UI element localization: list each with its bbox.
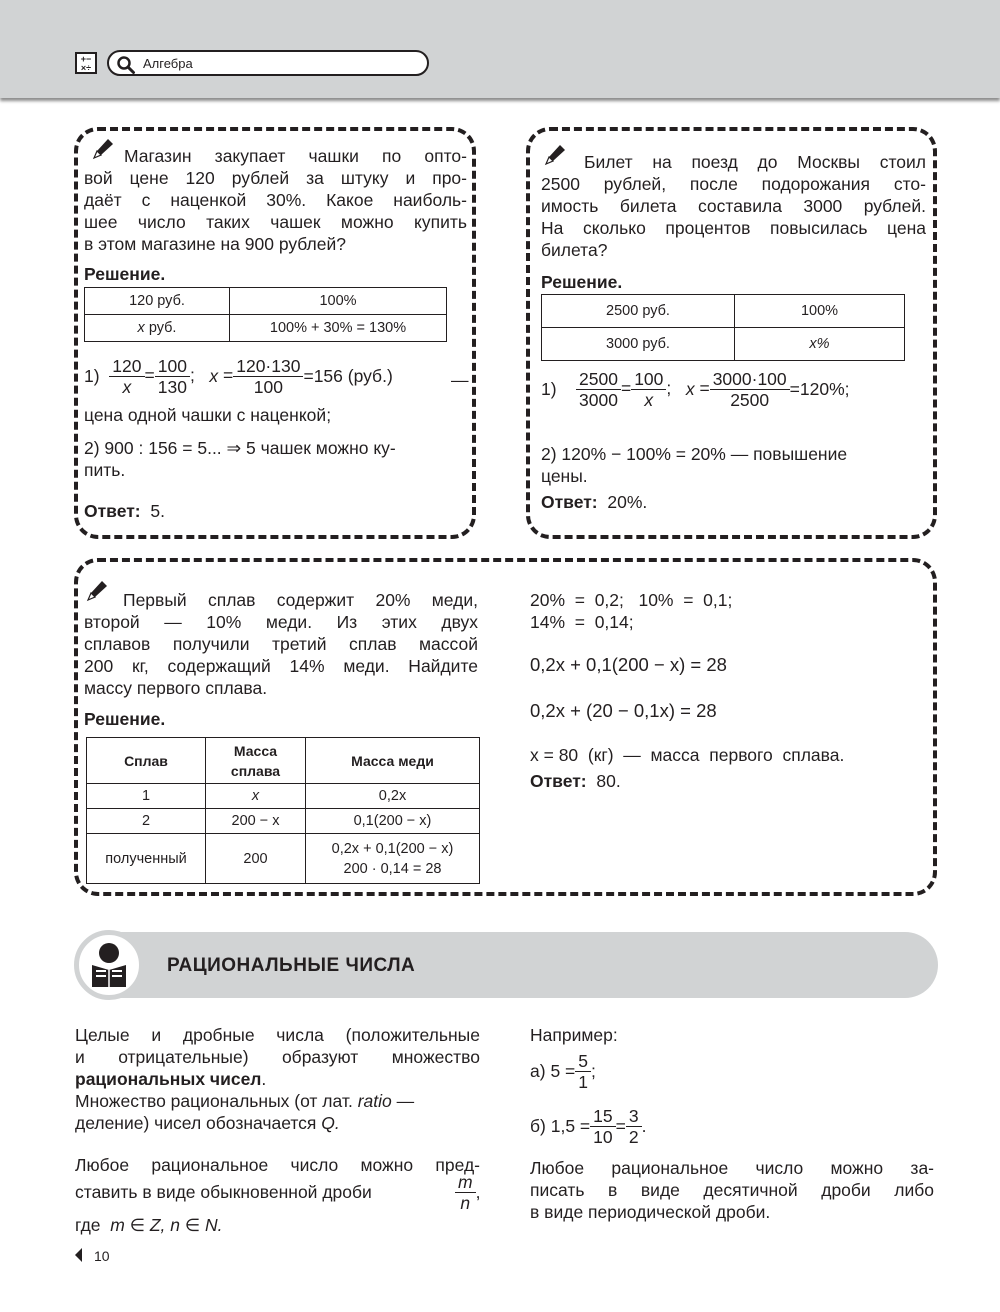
pencil-icon — [542, 142, 568, 168]
theory-p3-line-3: где m ∈ Z, n ∈ N. — [75, 1215, 223, 1235]
example-a: а) 5 = $\frac{5}{1}$ ; — [530, 1051, 596, 1092]
problem-3-table — [86, 737, 480, 884]
problem-2-line-2: 2500 рублей, после подорожания сто- — [541, 174, 926, 194]
table-cell: x руб. — [85, 315, 230, 342]
theory-p3-line-1: Любое рациональное число можно пред- — [75, 1155, 480, 1175]
problem-1-step-2: 2) 900 : 156 = 5... ⇒ 5 чашек можно ку- — [84, 438, 396, 458]
problem-3-answer: Ответ: 80. — [530, 771, 621, 791]
problem-3-line-5: массу первого сплава. — [84, 678, 268, 698]
section-title: РАЦИОНАЛЬНЫЕ ЧИСЛА — [167, 955, 416, 976]
problem-1-table — [84, 287, 447, 342]
theory-p4-line-1: Любое рациональное число можно за- — [530, 1158, 934, 1178]
problem-1-line-4: шее число таких чашек можно купить — [84, 212, 467, 232]
table-cell: 200 — [206, 834, 306, 884]
problem-2-line-1: Билет на поезд до Москвы стоил — [584, 152, 926, 172]
problem-3-line-3: сплавов получили третий сплав массой — [84, 634, 478, 654]
theory-p1-line-2: и отрицательные) образуют множество — [75, 1047, 480, 1067]
problem-1-step-2-tail: пить. — [84, 460, 126, 480]
table-cell: 100% — [735, 295, 905, 328]
theory-p2-line-1: Множество рациональных (от лат. ratio — — [75, 1091, 415, 1111]
problem-1-solution-label: Решение. — [84, 264, 166, 284]
pencil-icon — [90, 136, 116, 162]
problem-1-line-2: вой цене 120 рублей за штуку и про- — [84, 168, 467, 188]
table-cell: 100% + 30% = 130% — [230, 315, 447, 342]
problem-3-right-line-2: 14% = 0,14; — [530, 612, 634, 632]
table-cell: x% — [735, 328, 905, 361]
problem-2-line-4: На сколько процентов повысилась цена — [541, 218, 926, 238]
table-header: Сплав — [87, 738, 206, 784]
page-marker-icon — [75, 1248, 82, 1262]
table-cell: 2 — [87, 809, 206, 834]
theory-fraction-m-n: $\frac{m}{n}$ , — [455, 1172, 480, 1213]
calculator-icon[interactable]: +− ×÷ — [75, 52, 97, 74]
table-cell: x — [206, 784, 306, 809]
page-number: 10 — [94, 1248, 110, 1264]
problem-3-line-1: Первый сплав содержит 20% меди, — [123, 590, 478, 610]
table-header: Масса сплава — [206, 738, 306, 784]
problem-2-solution-label: Решение. — [541, 272, 623, 292]
table-cell: полученный — [87, 834, 206, 884]
theory-p4-line-3: в виде периодической дроби. — [530, 1202, 771, 1222]
problem-2-line-3: имость билета составила 3000 рублей. — [541, 196, 926, 216]
theory-p1-line-3: рациональных чисел. — [75, 1069, 267, 1089]
theory-p2-line-2: деление) чисел обозначается Q. — [75, 1113, 340, 1133]
problem-2-step-1: 1) $\frac{2500}{3000}$ = $\frac{100}{x}$ ; x = $\frac{3000\cdot 100}{2500}$ =120%; — [541, 369, 850, 410]
problem-3-equation-2: 0,2x + (20 − 0,1x) = 28 — [530, 700, 717, 721]
table-cell: 2500 руб. — [542, 295, 735, 328]
problem-1-line-5: в этом магазине на 900 рублей? — [84, 234, 346, 254]
theory-p3-line-2: ставить в виде обыкновенной дроби — [75, 1182, 372, 1202]
problem-1-dash: — — [451, 370, 469, 390]
problem-1-answer: Ответ: 5. — [84, 501, 165, 521]
problem-2-step-2-tail: цены. — [541, 466, 588, 486]
problem-3-line-2: второй — 10% меди. Из этих двух — [84, 612, 478, 632]
search-field[interactable] — [107, 50, 429, 76]
problem-1-line-1: Магазин закупает чашки по опто- — [124, 146, 467, 166]
table-cell: 1 — [87, 784, 206, 809]
table-cell: 100% — [230, 288, 447, 315]
problem-3-conclusion: x = 80 (кг) — масса первого сплава. — [530, 745, 845, 765]
problem-2-answer: Ответ: 20%. — [541, 492, 648, 512]
problem-2-step-2: 2) 120% − 100% = 20% — повышение — [541, 444, 848, 464]
problem-3-right-line-1: 20% = 0,2; 10% = 0,1; — [530, 590, 733, 610]
table-cell: 0,2x + 0,1(200 − x) 200 · 0,14 = 28 — [306, 834, 480, 884]
problem-3-equation-1: 0,2x + 0,1(200 − x) = 28 — [530, 654, 727, 675]
reader-icon — [84, 939, 134, 989]
table-cell: 0,2x — [306, 784, 480, 809]
table-header: Масса меди — [306, 738, 480, 784]
table-cell: 120 руб. — [85, 288, 230, 315]
table-cell: 3000 руб. — [542, 328, 735, 361]
problem-2-table — [541, 294, 905, 361]
theory-p4-line-2: писать в виде десятичной дроби либо — [530, 1180, 934, 1200]
header-bar — [0, 0, 1000, 98]
problem-1-step-1-tail: цена одной чашки с наценкой; — [84, 405, 332, 425]
pencil-icon — [84, 578, 110, 604]
problem-1-line-3: даёт с наценкой 30%. Какое наиболь- — [84, 190, 467, 210]
problem-1-step-1: 1) $\frac{120}{x}$ = $\frac{100}{130}$ ; x = $\frac{120\cdot 130}{100}$ =156 (руб.) — [84, 356, 393, 397]
search-icon — [116, 55, 136, 75]
search-label: Алгебра — [143, 56, 193, 71]
example-b: б) 1,5 = $\frac{15}{10}$ = $\frac{3}{2}$ . — [530, 1106, 647, 1147]
theory-p1-line-1: Целые и дробные числа (положительные — [75, 1025, 480, 1045]
example-label: Например: — [530, 1025, 618, 1045]
problem-2-line-5: билета? — [541, 240, 608, 260]
problem-3-solution-label: Решение. — [84, 709, 166, 729]
table-cell: 0,1(200 − x) — [306, 809, 480, 834]
table-cell: 200 − x — [206, 809, 306, 834]
problem-3-line-4: 200 кг, содержащий 14% меди. Найдите — [84, 656, 478, 676]
